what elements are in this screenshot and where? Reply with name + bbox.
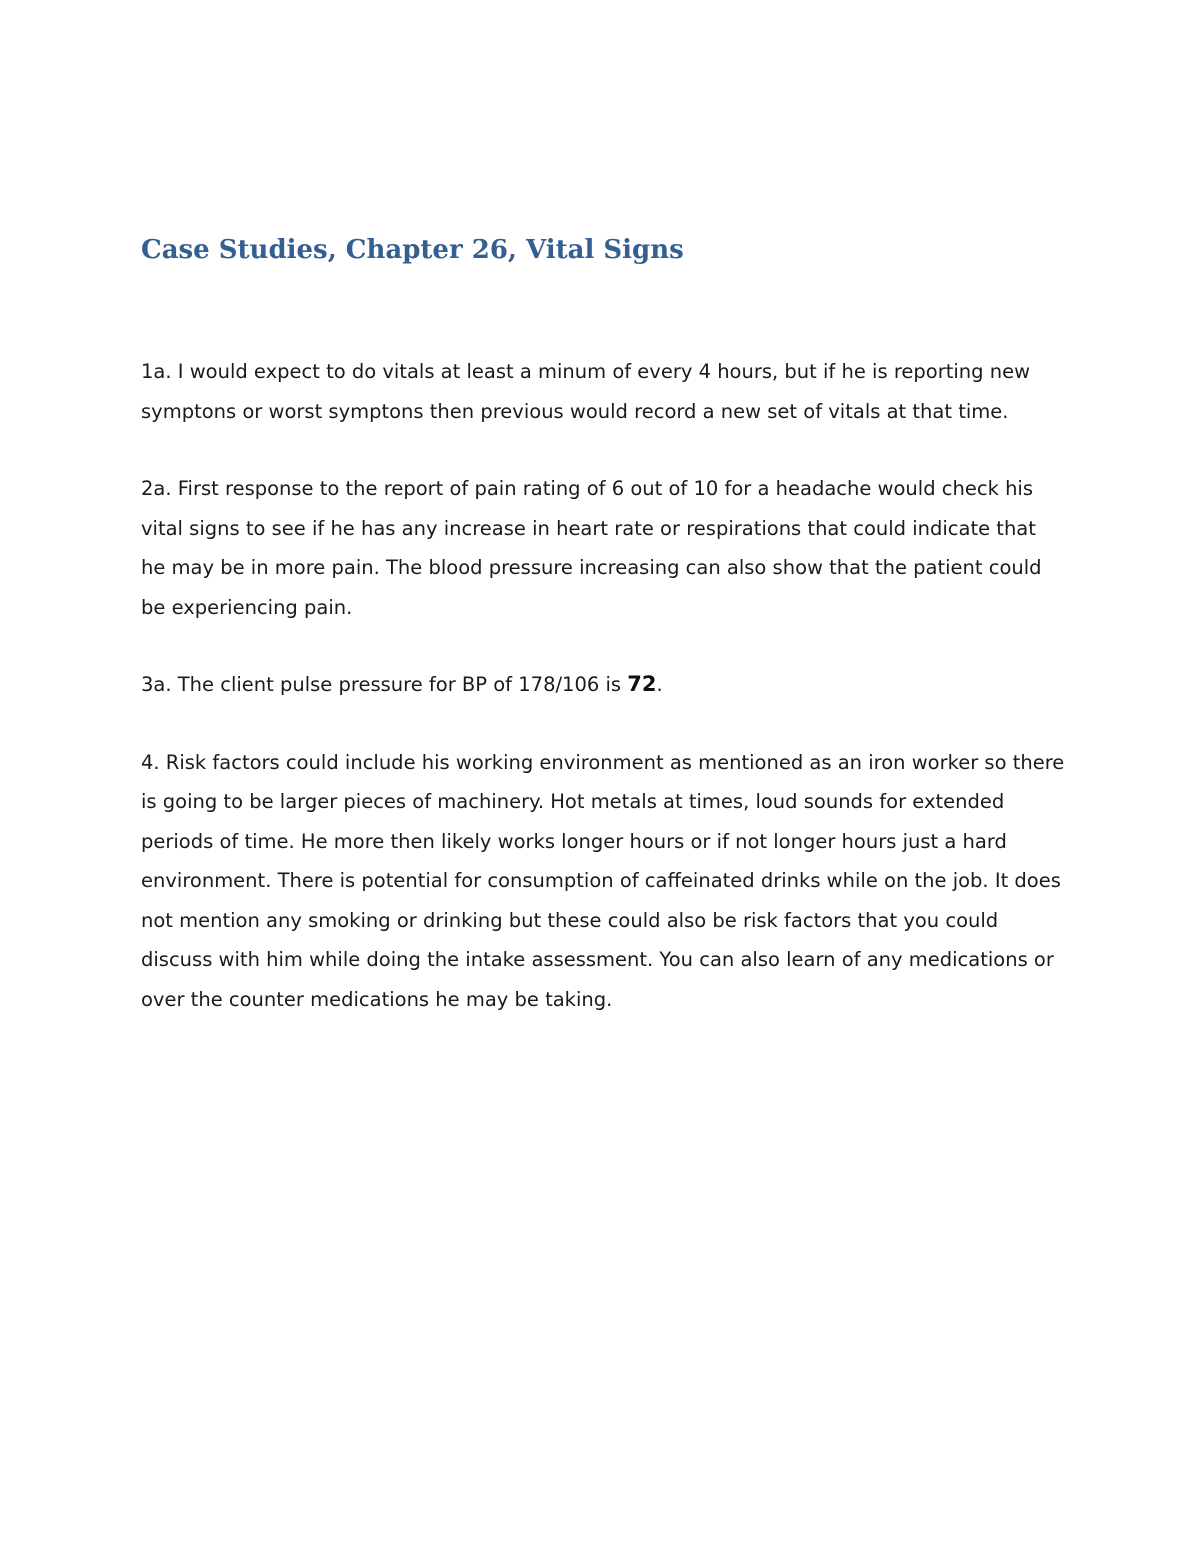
answer-3a <box>141 665 1066 705</box>
answer-2a: 2a. First response to the report of pain rating of 6 out of 10 for a headache would check his vital signs to see if he has any increase in heart rate or respirations that could indicate that he may be in more pain. The blood pressure increasing can also show that the patient could be experiencing pain. <box>141 477 1042 619</box>
pulse-pressure-value: 72 <box>627 672 657 696</box>
answer-3a-text: 3a. The client pulse pressure for BP of 178/106 is <box>141 673 628 696</box>
document-body <box>141 352 1066 1057</box>
answer-3a-period: . <box>656 673 663 696</box>
page-title: Case Studies, Chapter 26, Vital Signs <box>141 235 684 265</box>
answer-4: 4. Risk factors could include his working environment as mentioned as an iron worker so there is going to be larger pieces of machinery. Hot metals at times, loud sounds for extended periods of time. He more then likely works longer hours or if not longer hours just a hard environment. There is potential for consumption of caffeinated drinks while on the job. It does not mention any smoking or drinking but these could also be risk factors that you could discuss with him while doing the intake assessment. You can also learn of any medications or over the counter medications he may be taking. <box>141 750 1065 1011</box>
answer-1a: 1a. I would expect to do vitals at least a minum of every 4 hours, but if he is reporting new symptons or worst symptons then previous would record a new set of vitals at that time. <box>141 360 1031 423</box>
